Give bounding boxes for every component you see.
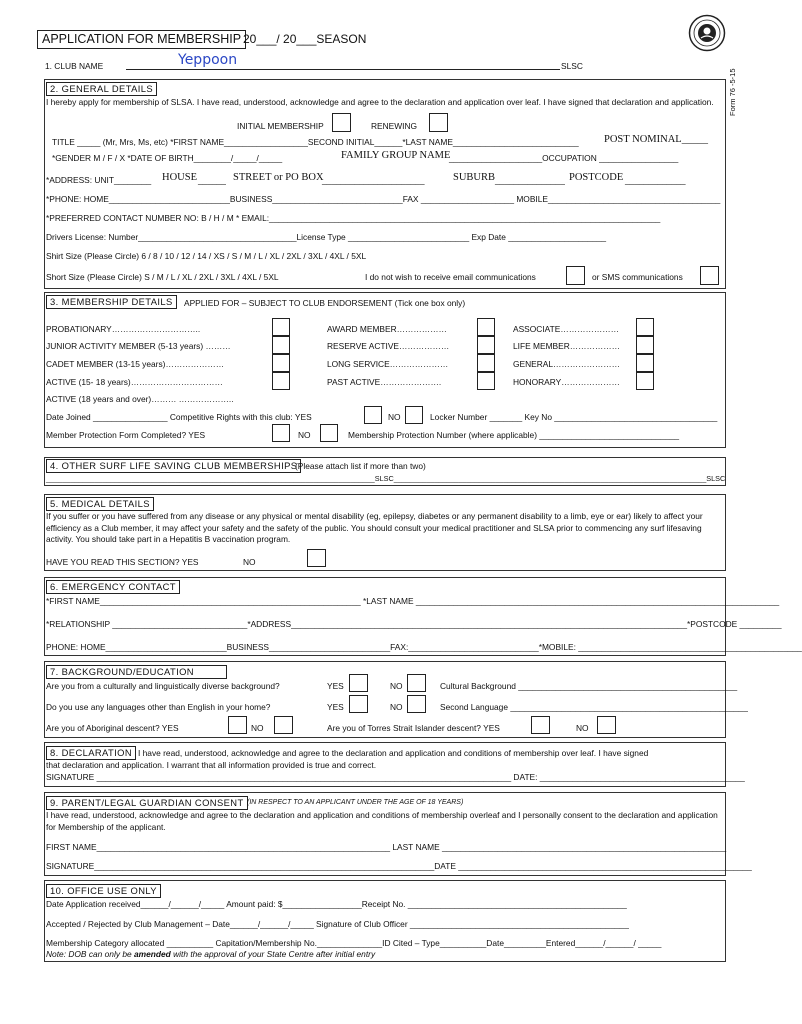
family-group-label: FAMILY GROUP NAME <box>341 150 451 161</box>
office-note-c: with the approval of your State Centre after initial entry <box>170 949 376 959</box>
other-memberships-lines[interactable]: _________________________________________________________________________________SLSC_____________________________________________________________________________SLSC <box>46 474 726 483</box>
mpf-completed-row: Member Protection Form Completed? YES <box>46 430 206 440</box>
other-memberships-heading: 4. OTHER SURF LIFE SAVING CLUB MEMBERSHIPS <box>46 459 301 473</box>
cat-life-member: LIFE MEMBER……………… <box>513 341 621 351</box>
preferred-email-row[interactable]: *PREFERRED CONTACT NUMBER NO: B / H / M * EMAIL:____________________________________________________________________________________ <box>46 213 661 223</box>
cat-long-service: LONG SERVICE………………… <box>327 359 449 369</box>
occupation-field[interactable]: ____________________OCCUPATION _________________ <box>449 153 679 163</box>
guardian-signature-row[interactable]: SIGNATURE_________________________________________________________________________DATE _______________________________________________________________ <box>46 861 752 871</box>
cald-no-checkbox[interactable] <box>407 674 426 692</box>
mpf-no-label: NO <box>298 430 311 440</box>
other-memberships-note: (Please attach list if more than two) <box>295 461 426 471</box>
comp-rights-no-label: NO <box>388 412 401 422</box>
cat-junior-activity: JUNIOR ACTIVITY MEMBER (5-13 years) ……… <box>46 341 231 351</box>
col2-checkbox-a[interactable] <box>477 318 495 336</box>
aboriginal-question: Are you of Aboriginal descent? YES <box>46 723 179 733</box>
cat-associate: ASSOCIATE………………… <box>513 324 619 334</box>
mpn-row[interactable]: Membership Protection Number (where applicable) ______________________________ <box>348 430 680 440</box>
cald-yes-checkbox[interactable] <box>349 674 368 692</box>
guardian-heading: 9. PARENT/LEGAL GUARDIAN CONSENT <box>46 796 248 810</box>
cat-probationary: PROBATIONARY………………………….. <box>46 324 201 334</box>
read-section-label: HAVE YOU READ THIS SECTION? YES <box>46 557 199 567</box>
declaration-heading: 8. DECLARATION <box>46 746 136 760</box>
club-name-label: 1. CLUB NAME <box>45 61 104 71</box>
general-details-heading: 2. GENERAL DETAILS <box>46 82 157 96</box>
phone-row[interactable]: *PHONE: HOME__________________________BUSINESS____________________________FAX ____________________ MOBILE_____________________________________ <box>46 194 721 204</box>
torres-no-label: NO <box>576 723 589 733</box>
shirt-size-row[interactable]: Shirt Size (Please Circle) 6 / 8 / 10 / 12 / 14 / XS / S / M / L / XL / 2XL / 3XL / 4XL / 5XL <box>46 251 367 261</box>
medical-text: If you suffer or you have suffered from any disease or any physical or mental disability (eg, epilepsy, diabetes or any permanent disability to a limb, eye or ear) likely to affect your efficiency as a Club member, it may affect your safety and the safety of the public. You should consult your medical practitioner and SLSA prior to commencing any surf lifesaving activity. You should take part in a Hepatitis B vaccination program. <box>46 511 703 544</box>
col2-checkbox-c[interactable] <box>477 354 495 372</box>
club-name-value: Yeppoon <box>178 52 238 68</box>
office-row-1[interactable]: Date Application received______/______/_____ Amount paid: $_________________Receipt No. _______________________________________________ <box>46 899 627 909</box>
comp-rights-yes-checkbox[interactable] <box>364 406 382 424</box>
office-row-2[interactable]: Accepted / Rejected by Club Management – Date______/______/_____ Signature of Club Officer _______________________________________________ <box>46 919 629 929</box>
language-no-checkbox[interactable] <box>407 695 426 713</box>
address-postcode-line[interactable]: _____________ <box>625 175 686 185</box>
medical-heading: 5. MEDICAL DETAILS <box>46 497 154 511</box>
read-section-checkbox[interactable] <box>307 549 326 567</box>
cultural-background-field[interactable]: Cultural Background _______________________________________________ <box>440 681 738 691</box>
drivers-license-row[interactable]: Drivers License: Number__________________________________License Type __________________________ Exp Date _____________________ <box>46 232 607 242</box>
language-yes-checkbox[interactable] <box>349 695 368 713</box>
col1-checkbox-d[interactable] <box>272 372 290 390</box>
general-intro: I hereby apply for membership of SLSA. I have read, understood, acknowledge and agree to the declaration and application over leaf. I have signed that declaration and application. <box>46 97 714 107</box>
background-heading: 7. BACKGROUND/EDUCATION <box>46 665 227 679</box>
form-title: APPLICATION FOR MEMBERSHIP <box>37 30 246 49</box>
aboriginal-no-checkbox[interactable] <box>274 716 293 734</box>
membership-details-heading: 3. MEMBERSHIP DETAILS <box>46 295 177 309</box>
date-joined-row[interactable]: Date Joined ________________ Competitive Rights with this club: YES <box>46 412 312 422</box>
slsc-suffix: SLSC <box>561 61 583 71</box>
col1-checkbox-b[interactable] <box>272 336 290 354</box>
guardian-note: (IN RESPECT TO AN APPLICANT UNDER THE AGE OF 18 YEARS) <box>247 799 464 806</box>
read-section-no-label: NO <box>243 557 256 567</box>
address-postcode-label: POSTCODE <box>569 172 624 183</box>
office-row-3[interactable]: Membership Category allocated __________ Capitation/Membership No.______________ID Cited – Type__________Date_________Entered______/______/ _____ <box>46 938 662 948</box>
mpf-no-checkbox[interactable] <box>320 424 338 442</box>
aboriginal-yes-checkbox[interactable] <box>228 716 247 734</box>
form-code: Form 76 -5-15 <box>728 68 737 116</box>
col1-checkbox-c[interactable] <box>272 354 290 372</box>
address-suburb-label: SUBURB <box>453 172 496 183</box>
declaration-text-2: that declaration and application. I warrant that all information provided is true and correct. <box>46 760 377 770</box>
title-name-row[interactable]: TITLE _____ (Mr, Mrs, Ms, etc) *FIRST NAME__________________SECOND INITIAL______*LAST NAME___________________________ <box>52 137 579 147</box>
torres-question: Are you of Torres Strait Islander descent? YES <box>327 723 500 733</box>
no-email-checkbox[interactable] <box>566 266 585 285</box>
season-field[interactable]: 20___/ 20___SEASON <box>243 32 367 46</box>
col3-checkbox-c[interactable] <box>636 354 654 372</box>
cald-yes-label: YES <box>327 681 344 691</box>
cald-question: Are you from a culturally and linguistically diverse background? <box>46 681 280 691</box>
post-nominal-field[interactable]: POST NOMINAL_____ <box>604 134 708 145</box>
address-house-label: HOUSE <box>162 172 198 183</box>
col3-checkbox-a[interactable] <box>636 318 654 336</box>
address-unit[interactable]: *ADDRESS: UNIT________ <box>46 175 152 185</box>
office-note-b: amended <box>133 949 171 959</box>
cat-active-15-18: ACTIVE (15- 18 years)…………………………… <box>46 377 223 387</box>
guardian-text: I have read, understood, acknowledge and agree to the declaration and application and conditions of membership overleaf and I personally consent to the declaration and application for Membership of the applicant. <box>46 810 718 832</box>
initial-membership-checkbox[interactable] <box>332 113 351 132</box>
club-logo <box>688 14 726 52</box>
club-name-line[interactable] <box>126 69 560 70</box>
col3-checkbox-b[interactable] <box>636 336 654 354</box>
col2-checkbox-b[interactable] <box>477 336 495 354</box>
cat-reserve-active: RESERVE ACTIVE……………… <box>327 341 450 351</box>
no-email-label: I do not wish to receive email communications <box>365 272 536 282</box>
mpf-yes-checkbox[interactable] <box>272 424 290 442</box>
office-heading: 10. OFFICE USE ONLY <box>46 884 161 898</box>
torres-yes-checkbox[interactable] <box>531 716 550 734</box>
cat-active-18-plus: ACTIVE (18 years and over)……… ……………….. <box>46 394 234 404</box>
language-no-label: NO <box>390 702 403 712</box>
cald-no-label: NO <box>390 681 403 691</box>
col1-checkbox-a[interactable] <box>272 318 290 336</box>
second-language-field[interactable]: Second Language ___________________________________________________ <box>440 702 748 712</box>
comp-rights-no-checkbox[interactable] <box>405 406 423 424</box>
emergency-phone-row[interactable]: PHONE: HOME__________________________BUSINESS__________________________FAX:____________________________*MOBILE: ________________________________________________ <box>46 642 802 652</box>
no-sms-label: or SMS communications <box>592 272 683 282</box>
language-question: Do you use any languages other than English in your home? <box>46 702 271 712</box>
locker-key-row[interactable]: Locker Number _______ Key No ___________________________________ <box>430 412 718 422</box>
address-street-line[interactable]: ______________________ <box>322 175 425 185</box>
gender-dob-row[interactable]: *GENDER M / F / X *DATE OF BIRTH________/_____/_____ <box>52 153 283 163</box>
col3-checkbox-d[interactable] <box>636 372 654 390</box>
torres-no-checkbox[interactable] <box>597 716 616 734</box>
address-house-line[interactable]: ______ <box>198 175 226 185</box>
aboriginal-no-label: NO <box>251 723 264 733</box>
applied-for-note: APPLIED FOR – SUBJECT TO CLUB ENDORSEMENT (Tick one box only) <box>184 298 466 308</box>
guardian-name-row[interactable]: FIRST NAME_______________________________________________________________ LAST NAME _____________________________________________________________ <box>46 842 727 852</box>
renewing-checkbox[interactable] <box>429 113 448 132</box>
section-membership-details <box>44 292 726 448</box>
language-yes-label: YES <box>327 702 344 712</box>
renewing-label: RENEWING <box>371 121 418 131</box>
emergency-heading: 6. EMERGENCY CONTACT <box>46 580 180 594</box>
short-size-row[interactable]: Short Size (Please Circle) S / M / L / XL / 2XL / 3XL / 4XL / 5XL <box>46 272 279 282</box>
declaration-signature-row[interactable]: SIGNATURE _________________________________________________________________________________________ DATE: ____________________________________________ <box>46 772 745 782</box>
no-sms-checkbox[interactable] <box>700 266 719 285</box>
col2-checkbox-d[interactable] <box>477 372 495 390</box>
office-note-a: Note: DOB can only be <box>46 949 134 959</box>
address-suburb-line[interactable]: _______________ <box>495 175 565 185</box>
office-note <box>46 949 375 959</box>
cat-cadet: CADET MEMBER (13-15 years)………………… <box>46 359 225 369</box>
emergency-address-row[interactable]: *RELATIONSHIP _____________________________*ADDRESS_____________________________________________________________________________________*POSTCODE _________ <box>46 619 782 629</box>
declaration-text-1: I have read, understood, acknowledge and agree to the declaration and application and conditions of membership over leaf. I have signed <box>138 748 649 758</box>
emergency-name-row[interactable]: *FIRST NAME________________________________________________________ *LAST NAME ______________________________________________________________________________ <box>46 596 780 606</box>
initial-membership-label: INITIAL MEMBERSHIP <box>237 121 324 131</box>
cat-award-member: AWARD MEMBER……………… <box>327 324 447 334</box>
address-street-label: STREET or PO BOX <box>233 172 324 183</box>
cat-honorary: HONORARY………………… <box>513 377 620 387</box>
cat-general: GENERAL…………………… <box>513 359 621 369</box>
cat-past-active: PAST ACTIVE…………………. <box>327 377 442 387</box>
